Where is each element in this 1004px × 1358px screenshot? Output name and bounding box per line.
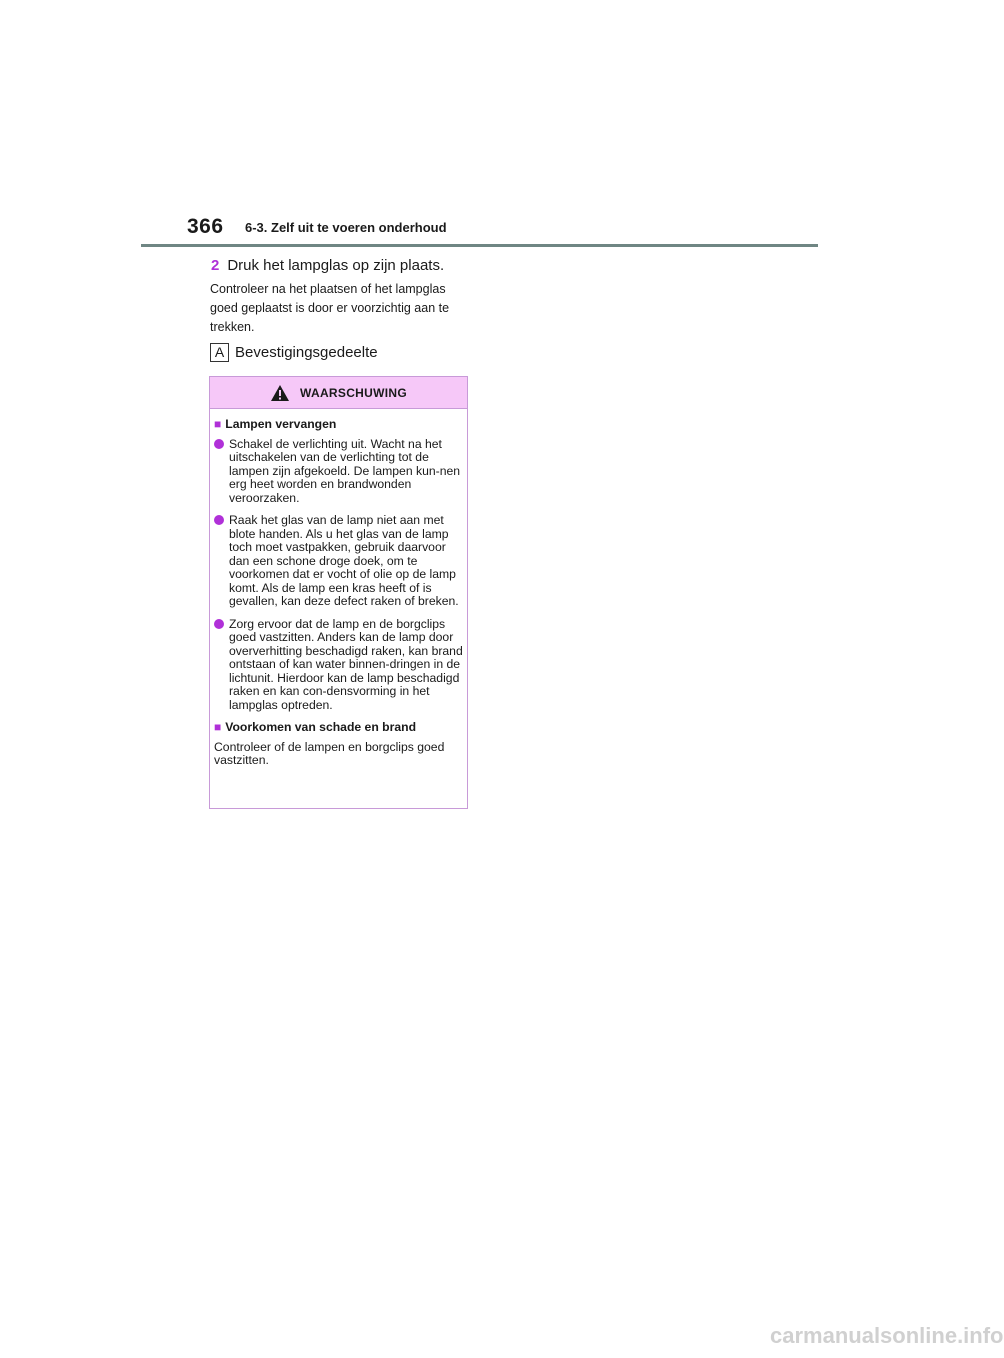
note-text: Controleer na het plaatsen of het lampglas goed geplaatst is door er voorzichtig aan te trekken.: [210, 282, 450, 334]
list-item: [214, 618, 463, 713]
header-rule: [141, 244, 818, 247]
warning-header: [210, 377, 467, 409]
warning-heading-text: Lampen vervangen: [225, 417, 337, 431]
bullet-dot-icon: [214, 439, 224, 449]
warning-heading: [214, 721, 463, 735]
bullet-text: Raak het glas van de lamp niet aan met blote handen. Als u het glas van de lamp toch moet vastpakken, gebruik daarvoor dan een schone droge doek, om te voorkomen dat er vocht of olie op de lamp komt. Als de lamp een kras heeft of is gevallen, kan deze defect raken of breken.: [229, 513, 459, 608]
warning-heading: [214, 418, 463, 432]
square-bullet-icon: ■: [214, 417, 222, 431]
warning-title: WAARSCHUWING: [300, 385, 407, 400]
step-text: Druk het lampglas op zijn plaats.: [227, 257, 445, 274]
bullet-text: Zorg ervoor dat de lamp en de borgclips goed vastzitten. Anders kan de lamp door oververhitting beschadigd raken, kan brand ontstaan of kan water binnen-dringen in de lichtunit. Hierdoor kan de lamp beschadigd raken en kan con-densvorming in het lampglas optreden.: [229, 616, 463, 712]
callout-letter: A: [210, 343, 229, 362]
bullet-text: Schakel de verlichting uit. Wacht na het uitschakelen van de verlichting tot de lampen zijn afgekoeld. De lampen kun-nen erg heet worden en brandwonden veroorzaken.: [229, 436, 461, 505]
square-bullet-icon: ■: [214, 720, 222, 734]
step-number: 2: [211, 257, 220, 274]
step: [211, 257, 444, 274]
page-number: 366: [187, 215, 224, 238]
watermark: carmanualsonline.info: [770, 1323, 1004, 1348]
warning-body: [210, 409, 467, 768]
bullet-dot-icon: [214, 515, 224, 525]
section-title: 6-3. Zelf uit te voeren onderhoud: [245, 220, 447, 235]
warning-plain-text: Controleer of de lampen en borgclips goed vastzitten.: [214, 739, 445, 767]
warning-heading-text: Voorkomen van schade en brand: [225, 720, 417, 734]
warning-box: [209, 376, 468, 809]
list-item: [214, 438, 463, 506]
callout: [210, 343, 378, 362]
warning-triangle-icon: [270, 384, 290, 402]
callout-text: Bevestigingsgedeelte: [235, 344, 378, 361]
bullet-dot-icon: [214, 619, 224, 629]
list-item: [214, 514, 463, 609]
